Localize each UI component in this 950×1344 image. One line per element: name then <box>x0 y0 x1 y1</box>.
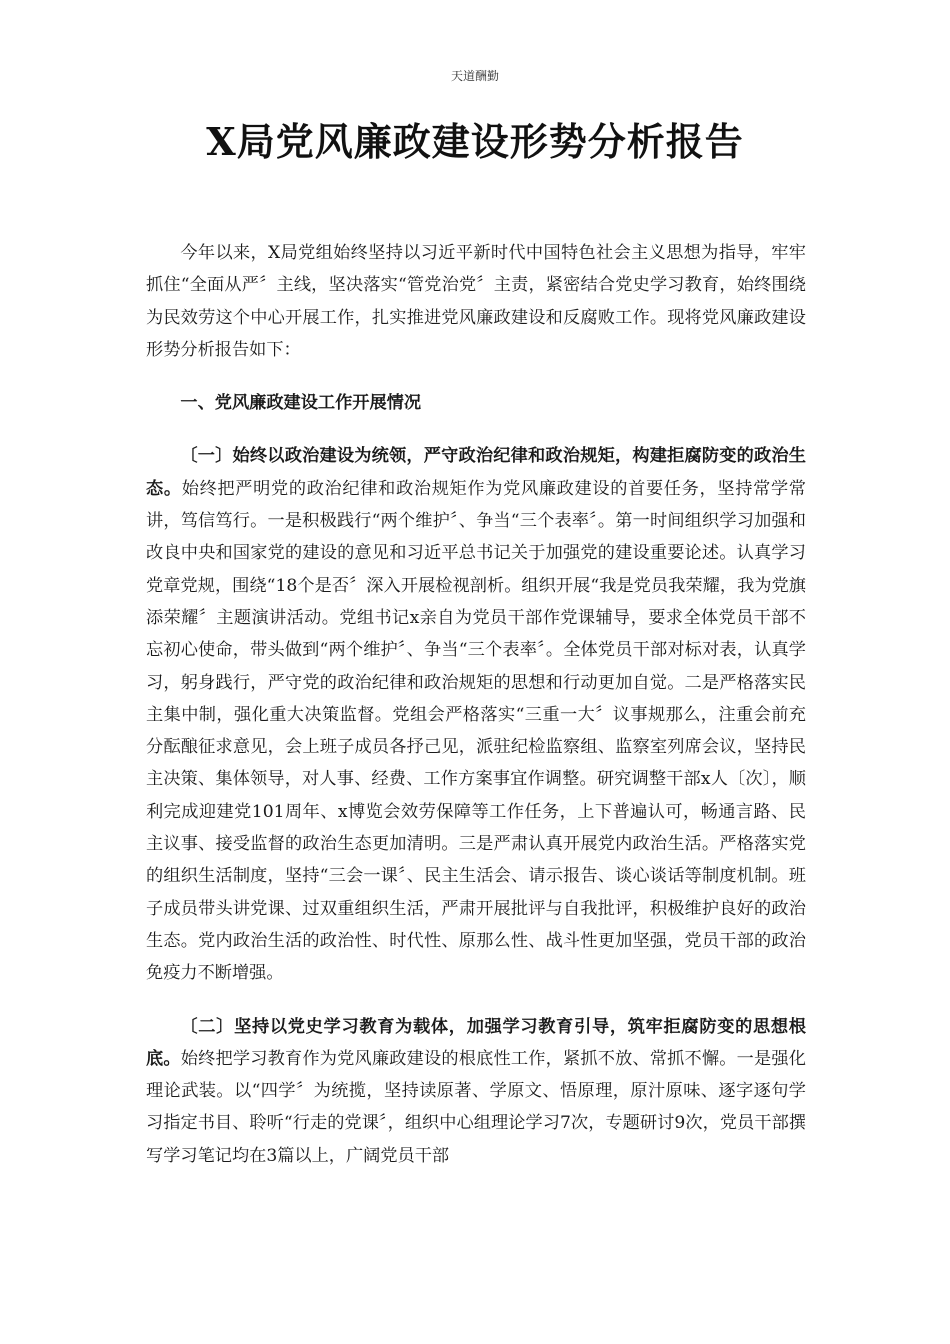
page-header: 天道酬勤 <box>450 69 499 83</box>
subsection-lead: 〔一〕始终以政治建设为统领，严守政治纪律和政治规矩，构建拒腐防变的政治生态。 <box>146 446 806 499</box>
subsection-paragraph <box>146 440 806 989</box>
subsection-lead: 〔二〕坚持以党史学习教育为载体，加强学习教育引导，筑牢拒腐防变的思想根底。 <box>146 1016 806 1069</box>
subsection-paragraph <box>146 1011 806 1172</box>
section-heading: 一、党风廉政建设工作开展情况 <box>180 393 422 414</box>
subsection-body: 始终把学习教育作为党风廉政建设的根底性工作，紧抓不放、常抓不懈。一是强化理论武装。以“四学〞为统揽，坚持读原著、学原文、悟原理，原汁原味、逐字逐句学习指定书目、聆听“行走的党课〞，组织中心组理论学习7次，专题研讨9次，党员干部撰写学习笔记均在3篇以上，广阔党员干部 <box>146 1048 806 1166</box>
subsection-body: 始终把严明党的政治纪律和政治规矩作为党风廉政建设的首要任务，坚持常学常讲，笃信笃行。一是积极践行“两个维护〞、争当“三个表率〞。第一时间组织学习加强和改良中央和国家党的建设的意见和习近平总书记关于加强党的建设重要论述。认真学习党章党规，围绕“18个是否〞深入开展检视剖析。组织开展“我是党员我荣耀，我为党旗添荣耀〞主题演讲活动。党组书记x亲自为党员干部作党课辅导，要求全体党员干部不忘初心使命，带头做到“两个维护〞、争当“三个表率〞。全体党员干部对标对表，认真学习，躬身践行，严守党的政治纪律和政治规矩的思想和行动更加自觉。二是严格落实民主集中制，强化重大决策监督。党组会严格落实“三重一大〞议事规那么，注重会前充分酝酿征求意见，会上班子成员各抒己见，派驻纪检监察组、监察室列席会议，坚持民主决策、集体领导，对人事、经费、工作方案事宜作调整。研究调整干部x人〔次〕，顺利完成迎建党101周年、x博览会效劳保障等工作任务，上下普遍认可，畅通言路、民主议事、接受监督的政治生态更加清明。三是严肃认真开展党内政治生活。严格落实党的组织生活制度，坚持“三会一课〞、民主生活会、请示报告、谈心谈话等制度机制。班子成员带头讲党课、过双重组织生活，严肃开展批评与自我批评，积极维护良好的政治生态。党内政治生活的政治性、时代性、原那么性、战斗性更加坚强，党员干部的政治免疫力不断增强。 <box>146 478 806 984</box>
document-body <box>146 237 806 1193</box>
intro-paragraph: 今年以来，X局党组始终坚持以习近平新时代中国特色社会主义思想为指导，牢牢抓住“全面从严〞主线，坚决落实“管党治党〞主责，紧密结合党史学习教育，始终围绕为民效劳这个中心开展工作，扎实推进党风廉政建设和反腐败工作。现将党风廉政建设形势分析报告如下： <box>146 243 806 360</box>
document-title: X局党风廉政建设形势分析报告 <box>206 119 744 164</box>
